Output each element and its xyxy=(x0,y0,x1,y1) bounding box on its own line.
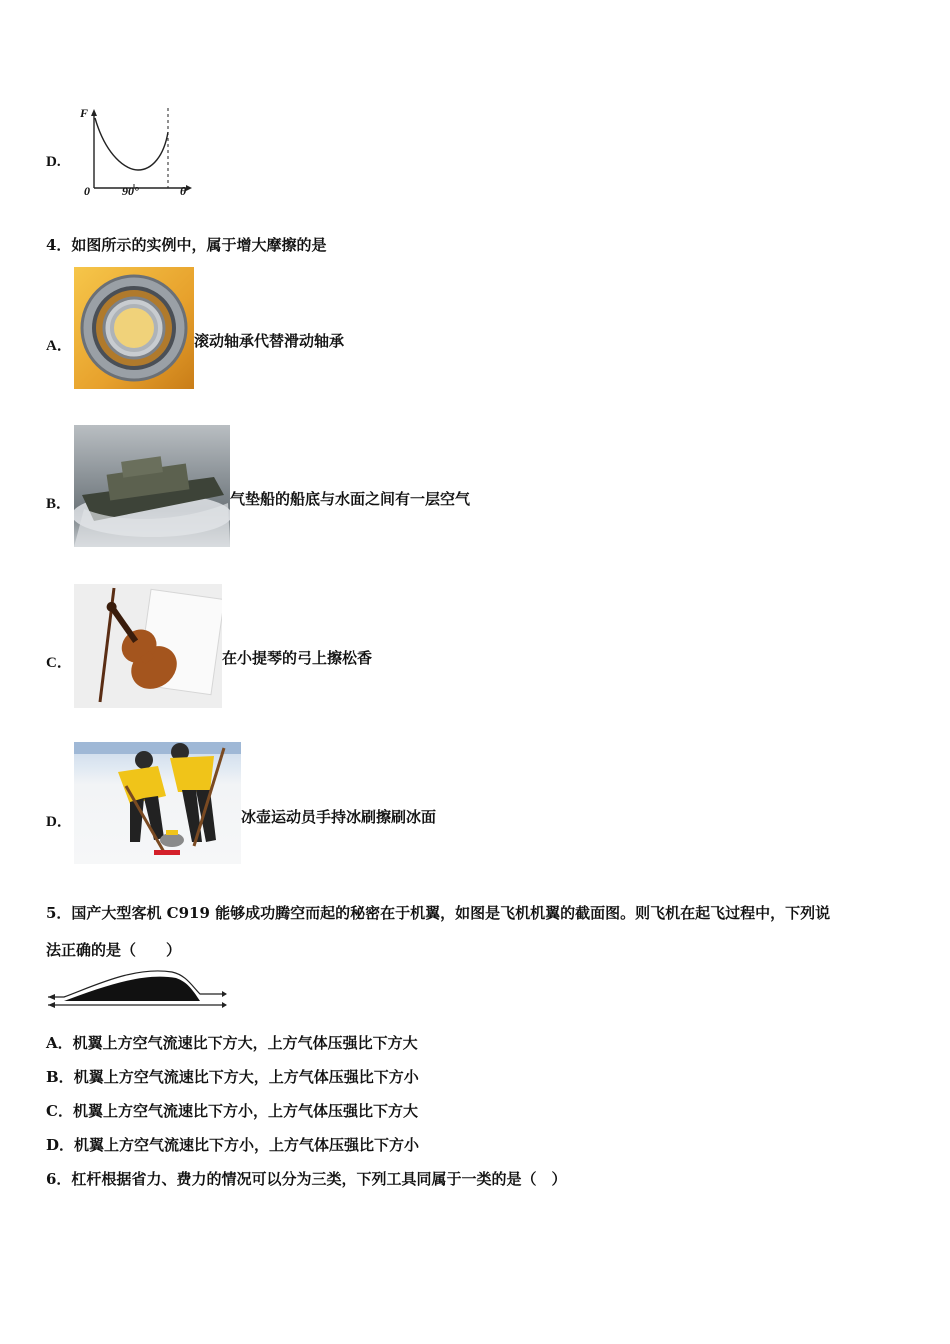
q5-stem-line1: 5．国产大型客机 C919 能够成功腾空而起的秘密在于机翼，如图是飞机机翼的截面图。则飞机在起飞过程中，下列说 xyxy=(46,904,831,922)
q5-option-d-text: 机翼上方空气流速比下方小，上方气体压强比下方小 xyxy=(74,1136,420,1154)
q5-option-d-label: D． xyxy=(46,1136,75,1154)
q5-option-a-label: A． xyxy=(46,1034,73,1052)
graph-x-axis-label: θ xyxy=(180,184,187,198)
q5-option-d xyxy=(46,1138,419,1153)
hovercraft-photo xyxy=(74,425,230,547)
wing-cross-section-diagram xyxy=(44,968,230,1012)
q4-option-c-text: 在小提琴的弓上擦松香 xyxy=(222,649,373,667)
q4-option-a-text: 滚动轴承代替滑动轴承 xyxy=(194,332,345,350)
q4-option-b-label: B． xyxy=(46,496,72,512)
q4-option-c-label: C． xyxy=(46,655,72,671)
q5-option-b-text: 机翼上方空气流速比下方大，上方气体压强比下方小 xyxy=(73,1068,419,1086)
q5-option-b xyxy=(46,1070,419,1085)
q5-option-c-text: 机翼上方空气流速比下方小，上方气体压强比下方大 xyxy=(72,1102,418,1120)
graph-y-axis-label: F xyxy=(80,106,89,120)
q5-option-c-label: C． xyxy=(46,1102,73,1120)
q5-option-a xyxy=(46,1036,418,1051)
q4-option-d-label: D． xyxy=(46,814,72,830)
q4-option-b-text: 气垫船的船底与水面之间有一层空气 xyxy=(230,490,471,508)
bearing-photo xyxy=(74,267,194,389)
q3-option-d-label: D. xyxy=(46,154,61,170)
q5-option-c xyxy=(46,1104,418,1119)
curling-photo xyxy=(74,742,241,864)
violin-photo xyxy=(74,584,222,708)
q5-stem-line2: 法正确的是（ ） xyxy=(46,941,182,959)
graph-tick-label: 90° xyxy=(122,184,139,198)
q6-stem: 6．杠杆根据省力、费力的情况可以分为三类，下列工具同属于一类的是（ ） xyxy=(46,1170,567,1188)
q3-option-d-graph xyxy=(76,104,196,200)
q4-stem: 4．如图所示的实例中，属于增大摩擦的是 xyxy=(46,236,327,254)
q5-option-b-label: B． xyxy=(46,1068,74,1086)
graph-origin-label: 0 xyxy=(84,184,90,198)
q4-option-a-label: A． xyxy=(46,338,72,354)
q5-option-a-text: 机翼上方空气流速比下方大，上方气体压强比下方大 xyxy=(72,1034,418,1052)
q4-option-d-text: 冰壶运动员手持冰刷擦刷冰面 xyxy=(241,808,437,826)
